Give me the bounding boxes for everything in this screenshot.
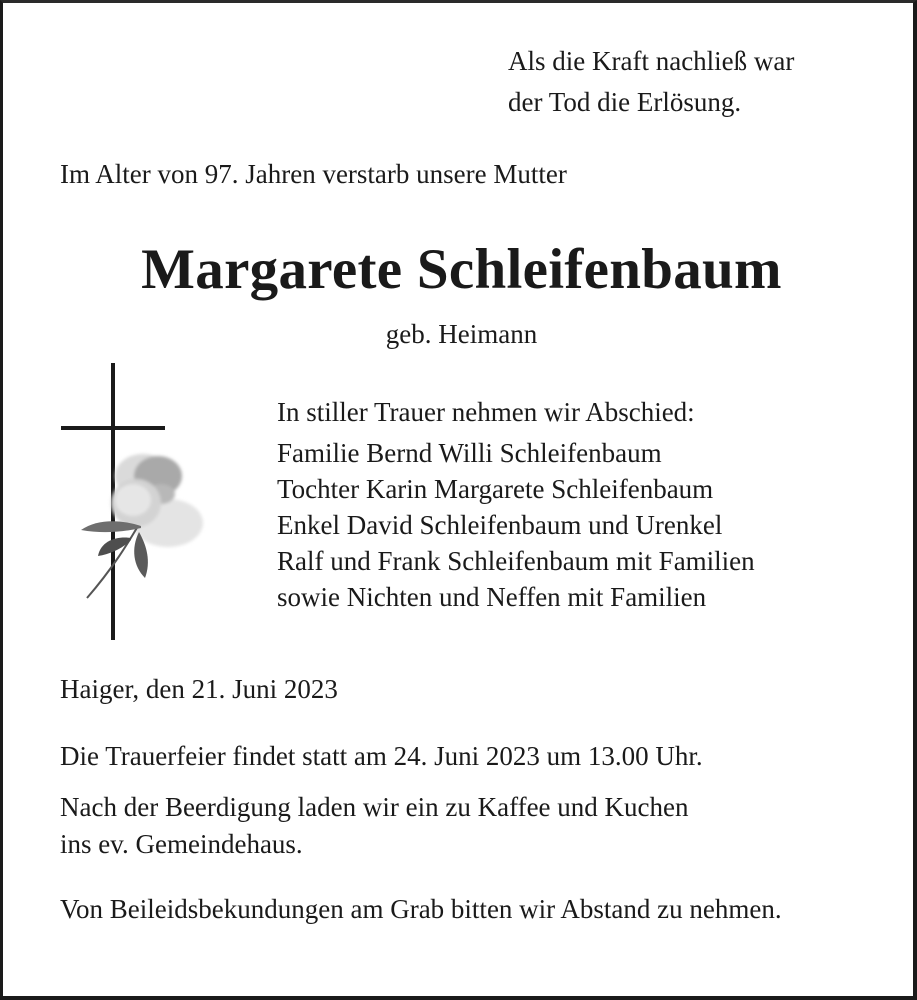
motto-line-1: Als die Kraft nachließ war bbox=[508, 46, 795, 76]
motto-quote bbox=[508, 41, 794, 123]
reception-info bbox=[60, 789, 689, 863]
mourner-line: Familie Bernd Willi Schleifenbaum bbox=[277, 438, 662, 468]
deceased-name: Margarete Schleifenbaum bbox=[141, 238, 782, 301]
maiden-name bbox=[3, 316, 917, 352]
reception-line-1: Nach der Beerdigung laden wir ein zu Kaffee und Kuchen bbox=[60, 792, 689, 822]
mourner-line: sowie Nichten und Neffen mit Familien bbox=[277, 582, 707, 612]
maiden-name-text: geb. Heimann bbox=[385, 319, 538, 349]
mourners-lead: In stiller Trauer nehmen wir Abschied: bbox=[277, 397, 695, 427]
motto-line-2: der Tod die Erlösung. bbox=[508, 87, 742, 117]
reception-line-2: ins ev. Gemeindehaus. bbox=[60, 829, 303, 859]
cross-horizontal-bar bbox=[61, 426, 165, 430]
place-and-date: Haiger, den 21. Juni 2023 bbox=[60, 674, 338, 704]
mourner-line: Ralf und Frank Schleifenbaum mit Familien bbox=[277, 546, 755, 576]
mourner-line: Tochter Karin Margarete Schleifenbaum bbox=[277, 474, 714, 504]
condolence-request: Von Beileidsbekundungen am Grab bitten wir Abstand zu nehmen. bbox=[60, 894, 782, 924]
intro-text: Im Alter von 97. Jahren verstarb unsere Mutter bbox=[60, 159, 567, 189]
mourners-block bbox=[277, 394, 755, 615]
funeral-service-info: Die Trauerfeier findet statt am 24. Juni 2023 um 13.00 Uhr. bbox=[60, 741, 703, 771]
mourner-line: Enkel David Schleifenbaum und Urenkel bbox=[277, 510, 723, 540]
rose-icon bbox=[73, 448, 208, 608]
